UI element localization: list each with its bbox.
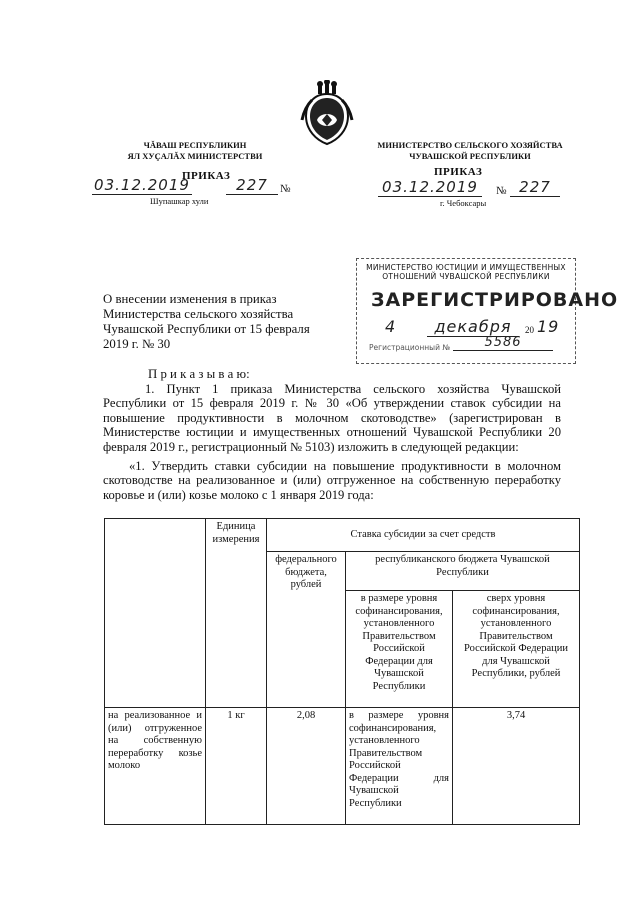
stamp-title: ЗАРЕГИСТРИРОВАНО <box>371 289 619 311</box>
right-date: 03.12.2019 <box>378 178 482 197</box>
paragraph-1: 1. Пункт 1 приказа Министерства сельского хозяйства Чувашской Республики от 15 февраля 2019 г. № 30 «Об утверждении ставок субсидии на повышение продуктивности в молочном скотоводстве» (зарегистрирован в Министерстве юстиции и имущественных отношений Чувашской Республики 20 февраля 2019 г., регистрационный № 5103) изложить в следующей редакции: <box>103 382 561 454</box>
right-org-line1: МИНИСТЕРСТВО СЕЛЬСКОГО ХОЗЯЙСТВА <box>377 140 563 150</box>
table-header-cofinancing: в размере уровня софинансирования, установленного Правительством Российской Федерации для Чувашской Республики <box>346 591 453 708</box>
right-number-sign: № <box>496 185 507 197</box>
stamp-year-prefix: 20 <box>525 325 534 335</box>
table-header-federal: федерального бюджета, рублей <box>267 552 346 708</box>
stamp-month: декабря <box>427 317 519 337</box>
left-org-name <box>120 140 270 162</box>
table-cell-product: на реализованное и (или) отгруженное на собственную переработку козье молоко <box>105 708 206 825</box>
left-number-sign: № <box>280 183 291 195</box>
table-header-republic: республиканского бюджета Чувашской Республики <box>346 552 580 591</box>
table-cell-cofinancing: в размере уровня софинансирования, установленного Правительством Российской Федерации для Чувашской Республики <box>346 708 453 825</box>
right-number: 227 <box>510 178 560 197</box>
subject-line1: О внесении изменения в приказ <box>103 292 277 306</box>
left-org-line1: ЧĂВАШ РЕСПУБЛИКИН <box>143 140 247 150</box>
right-org-name <box>370 140 570 162</box>
stamp-line2: ОТНОШЕНИЙ ЧУВАШСКОЙ РЕСПУБЛИКИ <box>382 272 550 281</box>
left-city: Шупашкар хули <box>150 196 209 206</box>
subsidy-rate-table <box>104 518 580 825</box>
table-header-empty <box>105 519 206 708</box>
order-word: П р и к а з ы в а ю: <box>148 367 250 381</box>
stamp-ministry <box>363 263 569 281</box>
right-city: г. Чебоксары <box>440 198 487 208</box>
stamp-reg-number: 5586 <box>453 335 553 351</box>
coat-of-arms-emblem <box>300 80 354 146</box>
table-header-rate: Ставка субсидии за счет средств <box>267 519 580 552</box>
subject-line3: Чувашской Республики от 15 февраля <box>103 322 310 336</box>
table-cell-federal: 2,08 <box>267 708 346 825</box>
subject-line2: Министерства сельского хозяйства <box>103 307 294 321</box>
stamp-day: 4 <box>385 317 397 336</box>
left-number: 227 <box>226 176 278 195</box>
table-cell-above: 3,74 <box>453 708 580 825</box>
table-header-unit: Единица измерения <box>206 519 267 708</box>
paragraph-2: «1. Утвердить ставки субсидии на повышение продуктивности в молочном скотоводстве на реализованное и (или) отгруженное на собственную переработку коровье и (или) козье молоко с 1 января 2019 года: <box>103 459 561 502</box>
left-date: 03.12.2019 <box>92 176 192 195</box>
registration-stamp <box>356 258 619 364</box>
right-doc-type: ПРИКАЗ <box>434 166 483 178</box>
stamp-reg-label: Регистрационный № <box>369 343 451 352</box>
stamp-line1: МИНИСТЕРСТВО ЮСТИЦИИ И ИМУЩЕСТВЕННЫХ <box>366 263 566 272</box>
table-row <box>105 708 580 825</box>
stamp-year-suffix: 19 <box>537 317 560 336</box>
left-doc-type: ПРИКАЗ <box>182 170 231 182</box>
table-cell-unit: 1 кг <box>206 708 267 825</box>
left-org-line2: ЯЛ ХУҪАЛĂХ МИНИСТЕРСТВИ <box>127 151 263 161</box>
table-header-above-cofinancing: сверх уровня софинансирования, установленного Правительством Российской Федерации для Чувашской Республики, рублей <box>453 591 580 708</box>
order-subject <box>103 292 310 352</box>
subject-line4: 2019 г. № 30 <box>103 337 171 351</box>
right-org-line2: ЧУВАШСКОЙ РЕСПУБЛИКИ <box>409 151 531 161</box>
